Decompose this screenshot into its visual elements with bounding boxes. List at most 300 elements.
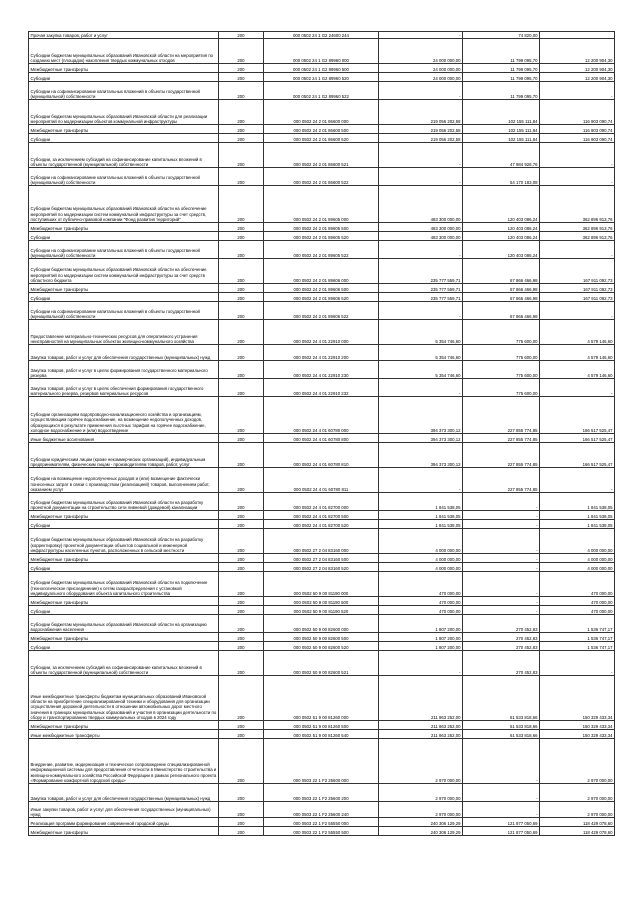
cell-name: Предоставление материально-технических ресурсов для оперативного устранения неисправностей на муниципальных объектах жилищно-коммунального хозяйства [29, 320, 219, 345]
cell-kbk: 000 0502 24 2 01 86600 521 [264, 143, 379, 168]
cell-v2024: 4 000 000,00 [379, 529, 463, 554]
cell-name: Субсидии, за исключением субсидий на софинансирование капитальных вложений в объекты государственной (муниципальной) собственности [29, 143, 219, 168]
table-row [29, 554, 615, 563]
cell-name: Реализация программ формирования современной городской среды [29, 818, 219, 827]
cell-v2024: 211 863 252,00 [379, 730, 463, 739]
cell-v2026: 166 517 525,47 [540, 397, 615, 434]
cell-v2025: 227 855 774,85 [463, 468, 540, 493]
cell-kbk: 000 0502 50 9 00 82600 520 [264, 642, 379, 651]
cell-code: 200 [219, 493, 264, 511]
table-row [29, 676, 615, 721]
table-row [29, 827, 615, 836]
cell-code: 200 [219, 818, 264, 827]
cell-v2026: - [540, 168, 615, 186]
cell-v2024: - [379, 143, 463, 168]
table-row [29, 186, 615, 223]
cell-v2025: 74 820,00 [463, 32, 540, 39]
cell-v2025: 270 452,83 [463, 651, 540, 676]
cell-v2026: 1 841 538,05 [540, 520, 615, 529]
cell-v2024: 1 841 538,05 [379, 493, 463, 511]
table-row [29, 597, 615, 606]
cell-kbk: 000 0502 24 2 01 89606 522 [264, 302, 379, 320]
cell-v2024: 24 000 000,00 [379, 39, 463, 64]
cell-name: Межбюджетные трансферты [29, 64, 219, 73]
cell-kbk: 000 0502 24 4 01 22910 000 [264, 320, 379, 345]
cell-kbk: 000 0502 27 2 04 83160 500 [264, 554, 379, 563]
cell-name: Субсидии [29, 563, 219, 572]
cell-v2024: 4 000 000,00 [379, 554, 463, 563]
cell-v2026: 470 000,00 [540, 606, 615, 615]
cell-code: 200 [219, 82, 264, 100]
cell-code: 200 [219, 676, 264, 721]
cell-v2025: 11 799 095,70 [463, 73, 540, 82]
cell-kbk: 000 0502 50 9 00 81190 000 [264, 572, 379, 597]
cell-v2024: 5 354 746,60 [379, 361, 463, 379]
cell-name: Субсидии [29, 606, 219, 615]
cell-v2025: 775 600,00 [463, 379, 540, 397]
cell-code: 200 [219, 468, 264, 493]
cell-name: Субсидии, за исключением субсидий на софинансирование капитальных вложений в объекты государственной (муниципальной) собственности [29, 651, 219, 676]
cell-v2024: 470 000,00 [379, 597, 463, 606]
cell-v2026: 1 841 538,05 [540, 511, 615, 520]
cell-kbk: 000 0502 24 4 01 60780 811 [264, 468, 379, 493]
cell-code: 200 [219, 284, 264, 293]
cell-v2026: 2 970 000,00 [540, 739, 615, 784]
table-row [29, 39, 615, 64]
cell-code: 200 [219, 802, 264, 818]
table-row [29, 293, 615, 302]
cell-v2026: 470 000,00 [540, 597, 615, 606]
cell-v2025: - [463, 597, 540, 606]
cell-v2025: 102 155 111,84 [463, 134, 540, 143]
table-row [29, 730, 615, 739]
cell-name: Субсидии [29, 73, 219, 82]
cell-v2025: 61 533 818,66 [463, 676, 540, 721]
cell-v2025: 11 799 095,70 [463, 64, 540, 73]
cell-name: Субсидии на софинансирование капитальных вложений в объекты государственной (муниципальной) собственности [29, 168, 219, 186]
cell-name: Иные межбюджетные трансферты [29, 730, 219, 739]
cell-name: Субсидии [29, 134, 219, 143]
cell-v2024: 219 056 202,58 [379, 134, 463, 143]
cell-name: Прочая закупка товаров, работ и услуг [29, 32, 219, 39]
cell-code: 200 [219, 361, 264, 379]
cell-v2025: 67 866 466,98 [463, 293, 540, 302]
cell-v2026: 12 200 904,30 [540, 39, 615, 64]
cell-v2024: 2 970 000,00 [379, 802, 463, 818]
cell-name: Субсидии на софинансирование капитальных вложений в объекты государственной (муниципальной) собственности [29, 82, 219, 100]
table-row [29, 739, 615, 784]
cell-v2024: 470 000,00 [379, 572, 463, 597]
table-row [29, 320, 615, 345]
cell-v2026: - [540, 379, 615, 397]
cell-v2026: 150 329 433,34 [540, 676, 615, 721]
cell-kbk: 000 0502 24 2 01 86600 522 [264, 168, 379, 186]
cell-code: 200 [219, 597, 264, 606]
cell-kbk: 000 0502 24 4 01 22910 200 [264, 345, 379, 361]
cell-kbk: 000 0502 27 2 04 83160 000 [264, 529, 379, 554]
cell-code: 200 [219, 606, 264, 615]
cell-v2025: 67 866 466,98 [463, 284, 540, 293]
table-row [29, 434, 615, 443]
cell-name: Субсидии бюджетам муниципальных образований Ивановской области на обеспечение мероприятий по модернизации систем коммунальной инфраструктуры за счет средств областного бюджета [29, 259, 219, 284]
table-row [29, 606, 615, 615]
cell-name: Субсидии бюджетам муниципальных образований Ивановской области на разработку проектной документации на строительство сети ливневой (дождевой) канализации [29, 493, 219, 511]
cell-kbk: 000 0502 24 2 01 89606 500 [264, 284, 379, 293]
cell-v2025: 120 403 086,24 [463, 223, 540, 232]
cell-code: 200 [219, 642, 264, 651]
cell-code: 200 [219, 73, 264, 82]
cell-v2024: - [379, 468, 463, 493]
cell-v2026: - [540, 143, 615, 168]
table-row [29, 125, 615, 134]
cell-kbk: 000 0502 24 2 01 89605 520 [264, 232, 379, 241]
cell-v2024: - [379, 241, 463, 259]
table-row [29, 468, 615, 493]
cell-name: Иные межбюджетные трансферты бюджетам муниципальных образований Ивановской области на приобретение специализированной техники и оборудования для организации осуществления дорожной деятельности в отношении автомобильных дорог местного значения в границах муниципальных образований и участия в организации деятельности по сбору и транспортированию твердых коммунальных отходов в 2024 году [29, 676, 219, 721]
cell-v2024: 24 000 000,00 [379, 64, 463, 73]
table-row [29, 134, 615, 143]
cell-code: 200 [219, 379, 264, 397]
cell-kbk: 000 0502 24 2 01 89605 000 [264, 186, 379, 223]
cell-v2026: 1 536 747,17 [540, 633, 615, 642]
table-row [29, 32, 615, 39]
cell-v2025: 775 600,00 [463, 361, 540, 379]
cell-v2024: - [379, 32, 463, 39]
cell-v2024: - [379, 302, 463, 320]
cell-name: Субсидии юридическим лицам (кроме некоммерческих организаций), индивидуальным предпринимателям, физическим лицам - производителям товаров, работ, услуг [29, 443, 219, 468]
cell-v2024: 1 841 538,05 [379, 520, 463, 529]
cell-name: Субсидии бюджетам муниципальных образований Ивановской области на организацию водоснабжения населения [29, 615, 219, 633]
cell-v2026: 118 429 078,60 [540, 818, 615, 827]
cell-code: 200 [219, 554, 264, 563]
cell-code: 200 [219, 168, 264, 186]
cell-name: Субсидии на возмещение недополученных доходов и (или) возмещение фактически понесенных затрат в связи с производством (реализацией) товаров, выполнением работ, оказанием услуг [29, 468, 219, 493]
cell-name: Межбюджетные трансферты [29, 827, 219, 836]
cell-v2026: 116 903 090,74 [540, 134, 615, 143]
cell-name: Субсидии [29, 293, 219, 302]
cell-code: 200 [219, 241, 264, 259]
table-row [29, 511, 615, 520]
cell-name: Межбюджетные трансферты [29, 597, 219, 606]
cell-v2024: 240 306 129,29 [379, 818, 463, 827]
cell-code: 200 [219, 651, 264, 676]
cell-kbk: 000 0502 24 4 01 22910 230 [264, 361, 379, 379]
cell-kbk: 000 0502 24 2 01 86600 500 [264, 125, 379, 134]
cell-v2026: 362 896 913,76 [540, 232, 615, 241]
cell-v2026: 1 841 538,05 [540, 493, 615, 511]
cell-kbk: 000 0503 22 1 F2 25600 000 [264, 739, 379, 784]
cell-code: 200 [219, 529, 264, 554]
cell-code: 200 [219, 615, 264, 633]
cell-v2024: 394 373 300,12 [379, 397, 463, 434]
cell-v2026: 12 200 904,30 [540, 73, 615, 82]
cell-v2024: 5 354 746,60 [379, 320, 463, 345]
cell-v2024: 235 777 559,71 [379, 284, 463, 293]
cell-v2024: 240 306 129,29 [379, 827, 463, 836]
cell-v2025: - [463, 563, 540, 572]
cell-kbk: 000 0503 22 1 F2 55550 500 [264, 827, 379, 836]
cell-v2025: - [463, 554, 540, 563]
cell-code: 200 [219, 397, 264, 434]
cell-code: 200 [219, 563, 264, 572]
cell-name: Субсидии организациям водопроводно-канализационного хозяйства и организациям, осуществляющим горячее водоснабжение, на возмещение недополученных доходов, образующихся в результате применения льготных тарифов на горячее водоснабжение, холодное водоснабжение и (или) водоотведение [29, 397, 219, 434]
cell-v2025: - [463, 739, 540, 784]
cell-v2025: 775 600,00 [463, 345, 540, 361]
table-row [29, 259, 615, 284]
cell-kbk: 000 0502 24 4 01 60780 810 [264, 443, 379, 468]
cell-v2025: - [463, 520, 540, 529]
cell-v2024: 2 970 000,00 [379, 784, 463, 802]
cell-name: Субсидии [29, 642, 219, 651]
cell-name: Иные закупки товаров, работ и услуг для обеспечения государственных (муниципальных) нужд [29, 802, 219, 818]
cell-code: 200 [219, 434, 264, 443]
cell-code: 200 [219, 511, 264, 520]
cell-v2026: - [540, 302, 615, 320]
cell-v2026: 167 911 092,73 [540, 284, 615, 293]
cell-name: Межбюджетные трансферты [29, 554, 219, 563]
cell-code: 200 [219, 730, 264, 739]
cell-code: 200 [219, 293, 264, 302]
cell-v2026 [540, 32, 615, 39]
cell-name: Межбюджетные трансферты [29, 284, 219, 293]
cell-kbk: 000 0502 24 1 G2 89960 500 [264, 64, 379, 73]
cell-v2026: 116 903 090,74 [540, 125, 615, 134]
cell-v2025: 775 600,00 [463, 320, 540, 345]
cell-kbk: 000 0502 50 9 00 82600 000 [264, 615, 379, 633]
budget-table [28, 31, 615, 836]
cell-v2024: 394 373 300,12 [379, 443, 463, 468]
cell-kbk: 000 0502 50 9 00 81190 500 [264, 597, 379, 606]
cell-code: 200 [219, 721, 264, 730]
cell-name: Межбюджетные трансферты [29, 721, 219, 730]
cell-v2026: 4 579 146,60 [540, 361, 615, 379]
cell-name: Субсидии на софинансирование капитальных вложений в объекты государственной (муниципальной) собственности [29, 302, 219, 320]
cell-code: 200 [219, 39, 264, 64]
cell-v2026: 4 000 000,00 [540, 529, 615, 554]
cell-v2024: 483 300 000,00 [379, 232, 463, 241]
cell-v2025: - [463, 802, 540, 818]
table-row [29, 82, 615, 100]
cell-v2025: 61 533 818,66 [463, 721, 540, 730]
cell-v2024: - [379, 82, 463, 100]
cell-v2025: 102 155 111,84 [463, 100, 540, 125]
cell-code: 200 [219, 259, 264, 284]
cell-v2026: 4 000 000,00 [540, 563, 615, 572]
cell-v2025: 67 866 466,98 [463, 302, 540, 320]
cell-v2026: 116 903 090,74 [540, 100, 615, 125]
cell-kbk: 000 0502 24 2 01 86600 000 [264, 100, 379, 125]
cell-v2026: - [540, 241, 615, 259]
cell-code: 200 [219, 572, 264, 597]
cell-v2025: 227 855 774,85 [463, 397, 540, 434]
cell-kbk: 000 0502 24 1 G2 89960 520 [264, 73, 379, 82]
table-row [29, 361, 615, 379]
cell-v2026: 167 911 092,73 [540, 293, 615, 302]
cell-kbk: 000 0502 50 9 00 82600 500 [264, 633, 379, 642]
cell-v2025: 54 170 183,08 [463, 168, 540, 186]
cell-code: 200 [219, 223, 264, 232]
cell-v2024: 394 373 300,12 [379, 434, 463, 443]
table-row [29, 572, 615, 597]
cell-v2025: - [463, 529, 540, 554]
table-row [29, 397, 615, 434]
cell-v2025: 227 855 774,85 [463, 434, 540, 443]
cell-name: Закупка товаров, работ и услуг для обеспечения государственных (муниципальных) нужд [29, 345, 219, 361]
cell-v2026: 1 536 747,17 [540, 642, 615, 651]
cell-name: Иные бюджетные ассигнования [29, 434, 219, 443]
cell-v2025: 227 855 774,85 [463, 443, 540, 468]
table-row [29, 642, 615, 651]
cell-v2025: 120 403 086,24 [463, 186, 540, 223]
cell-name: Межбюджетные трансферты [29, 125, 219, 134]
cell-v2026: 4 579 146,60 [540, 345, 615, 361]
cell-name: Закупка товаров, работ и услуг для обеспечения государственных (муниципальных) нужд [29, 784, 219, 802]
cell-kbk: 000 0502 24 4 01 82700 520 [264, 520, 379, 529]
table-row [29, 651, 615, 676]
cell-v2025: 102 155 111,84 [463, 125, 540, 134]
cell-code: 200 [219, 739, 264, 784]
cell-name: Субсидии на софинансирование капитальных вложений в объекты государственной (муниципальной) собственности [29, 241, 219, 259]
cell-name: Субсидии бюджетам муниципальных образований Ивановской области на разработку (корректировку) проектной документации объектов социальной и инженерной инфраструктуры населенных пунктов, расположенных в сельской местности [29, 529, 219, 554]
cell-kbk: 000 0502 24 2 01 89606 520 [264, 293, 379, 302]
cell-v2024: 1 807 200,00 [379, 615, 463, 633]
cell-code: 200 [219, 784, 264, 802]
cell-name: Межбюджетные трансферты [29, 223, 219, 232]
cell-v2024: 1 807 200,00 [379, 642, 463, 651]
cell-kbk: 000 0502 24 2 01 89605 500 [264, 223, 379, 232]
cell-code: 200 [219, 100, 264, 125]
cell-v2024: 235 777 559,71 [379, 293, 463, 302]
cell-v2025: - [463, 493, 540, 511]
cell-v2024: 5 354 746,60 [379, 345, 463, 361]
table-row [29, 100, 615, 125]
table-row [29, 345, 615, 361]
cell-kbk: 000 0502 24 4 01 22910 232 [264, 379, 379, 397]
cell-code: 200 [219, 186, 264, 223]
cell-v2026: - [540, 468, 615, 493]
cell-name: Субсидии бюджетам муниципальных образований Ивановской области для реализации мероприятий по модернизации объектов коммунальной инфраструктуры [29, 100, 219, 125]
cell-v2024: 219 056 202,58 [379, 125, 463, 134]
cell-code: 200 [219, 633, 264, 642]
cell-kbk: 000 0503 22 1 F2 25600 200 [264, 784, 379, 802]
cell-v2024: 470 000,00 [379, 606, 463, 615]
cell-v2025: 121 877 050,69 [463, 827, 540, 836]
table-row [29, 721, 615, 730]
cell-code: 200 [219, 125, 264, 134]
table-row [29, 443, 615, 468]
cell-v2026: 167 911 092,73 [540, 259, 615, 284]
cell-kbk: 000 0502 24 4 01 82700 000 [264, 493, 379, 511]
cell-v2026: 12 200 904,30 [540, 64, 615, 73]
cell-v2026: 150 329 433,34 [540, 730, 615, 739]
cell-name: Субсидии [29, 520, 219, 529]
table-row [29, 563, 615, 572]
cell-v2025: 11 799 095,70 [463, 39, 540, 64]
cell-kbk: 000 0502 24 2 01 86600 520 [264, 134, 379, 143]
cell-v2026: - [540, 651, 615, 676]
table-row [29, 615, 615, 633]
cell-kbk: 000 0503 22 1 F2 55550 000 [264, 818, 379, 827]
cell-v2024: 235 777 559,71 [379, 259, 463, 284]
cell-code: 200 [219, 827, 264, 836]
cell-v2024: 24 000 000,00 [379, 73, 463, 82]
cell-code: 200 [219, 443, 264, 468]
cell-kbk: 000 0502 24 4 01 60780 000 [264, 397, 379, 434]
cell-kbk: 000 0502 50 9 00 81190 520 [264, 606, 379, 615]
cell-kbk: 000 0502 51 9 00 81260 000 [264, 676, 379, 721]
cell-v2025: - [463, 606, 540, 615]
cell-code: 200 [219, 32, 264, 39]
table-row [29, 379, 615, 397]
cell-kbk: 000 0502 24 2 01 89606 000 [264, 259, 379, 284]
cell-kbk: 000 0502 24 1 G2 24600 244 [264, 32, 379, 39]
cell-code: 200 [219, 320, 264, 345]
cell-v2024: 1 807 200,00 [379, 633, 463, 642]
cell-name: Внедрение, развитие, модернизация и техническое сопровождение специализированной информационной системы для предоставления отчетности в Министерство строительства и жилищно-коммунального хозяйства Российской Федерации в рамках регионального проекта «Формирование комфортной городской среды» [29, 739, 219, 784]
table-row [29, 802, 615, 818]
cell-v2025: 121 877 050,69 [463, 818, 540, 827]
cell-v2025: 270 452,83 [463, 642, 540, 651]
cell-name: Субсидии бюджетам муниципальных образований Ивановской области на обеспечение мероприятий по модернизации систем коммунальной инфраструктуры за счет средств, поступивших от публично-правовой компании "Фонд развития территорий" [29, 186, 219, 223]
cell-name: Межбюджетные трансферты [29, 511, 219, 520]
cell-v2025: 270 452,83 [463, 633, 540, 642]
cell-kbk: 000 0503 22 1 F2 25600 240 [264, 802, 379, 818]
table-row [29, 223, 615, 232]
table-row [29, 302, 615, 320]
table-row [29, 73, 615, 82]
cell-kbk: 000 0502 27 2 04 83160 520 [264, 563, 379, 572]
cell-v2026: 362 896 913,76 [540, 186, 615, 223]
cell-v2026: 118 429 078,60 [540, 827, 615, 836]
table-row [29, 784, 615, 802]
table-row [29, 241, 615, 259]
cell-kbk: 000 0502 24 4 01 82700 500 [264, 511, 379, 520]
cell-v2026: 1 536 747,17 [540, 615, 615, 633]
cell-v2026: 150 329 433,34 [540, 721, 615, 730]
cell-v2025: 270 452,83 [463, 615, 540, 633]
cell-kbk: 000 0502 24 1 G2 89960 000 [264, 39, 379, 64]
cell-v2025: 120 403 086,24 [463, 232, 540, 241]
cell-code: 200 [219, 64, 264, 73]
cell-v2024: - [379, 379, 463, 397]
table-row [29, 818, 615, 827]
cell-name: Закупка товаров, работ и услуг в целях формирования государственного материального резерва [29, 361, 219, 379]
cell-v2025: 47 984 928,76 [463, 143, 540, 168]
cell-code: 200 [219, 143, 264, 168]
table-row [29, 493, 615, 511]
cell-code: 200 [219, 345, 264, 361]
budget-table-body [29, 32, 615, 836]
cell-v2025: - [463, 572, 540, 597]
cell-kbk: 000 0502 24 2 01 89605 522 [264, 241, 379, 259]
table-row [29, 143, 615, 168]
cell-v2025: 67 866 466,98 [463, 259, 540, 284]
cell-kbk: 000 0502 24 1 G2 89960 522 [264, 82, 379, 100]
cell-name: Межбюджетные трансферты [29, 633, 219, 642]
cell-v2026: - [540, 82, 615, 100]
cell-kbk: 000 0502 51 9 00 81260 540 [264, 730, 379, 739]
cell-v2025: 120 403 086,24 [463, 241, 540, 259]
cell-v2024: 211 863 252,00 [379, 676, 463, 721]
table-row [29, 168, 615, 186]
cell-v2026: 470 000,00 [540, 572, 615, 597]
cell-v2024: 1 841 538,05 [379, 511, 463, 520]
cell-v2024: 211 863 252,00 [379, 721, 463, 730]
cell-v2024: 483 300 000,00 [379, 186, 463, 223]
cell-code: 200 [219, 520, 264, 529]
cell-name: Субсидии бюджетам муниципальных образований Ивановской области на подключение (технологическое присоединение) к сетям газораспределения с установкой индивидуального оборудования объекта капитального строительства [29, 572, 219, 597]
cell-v2026: 2 970 000,00 [540, 784, 615, 802]
